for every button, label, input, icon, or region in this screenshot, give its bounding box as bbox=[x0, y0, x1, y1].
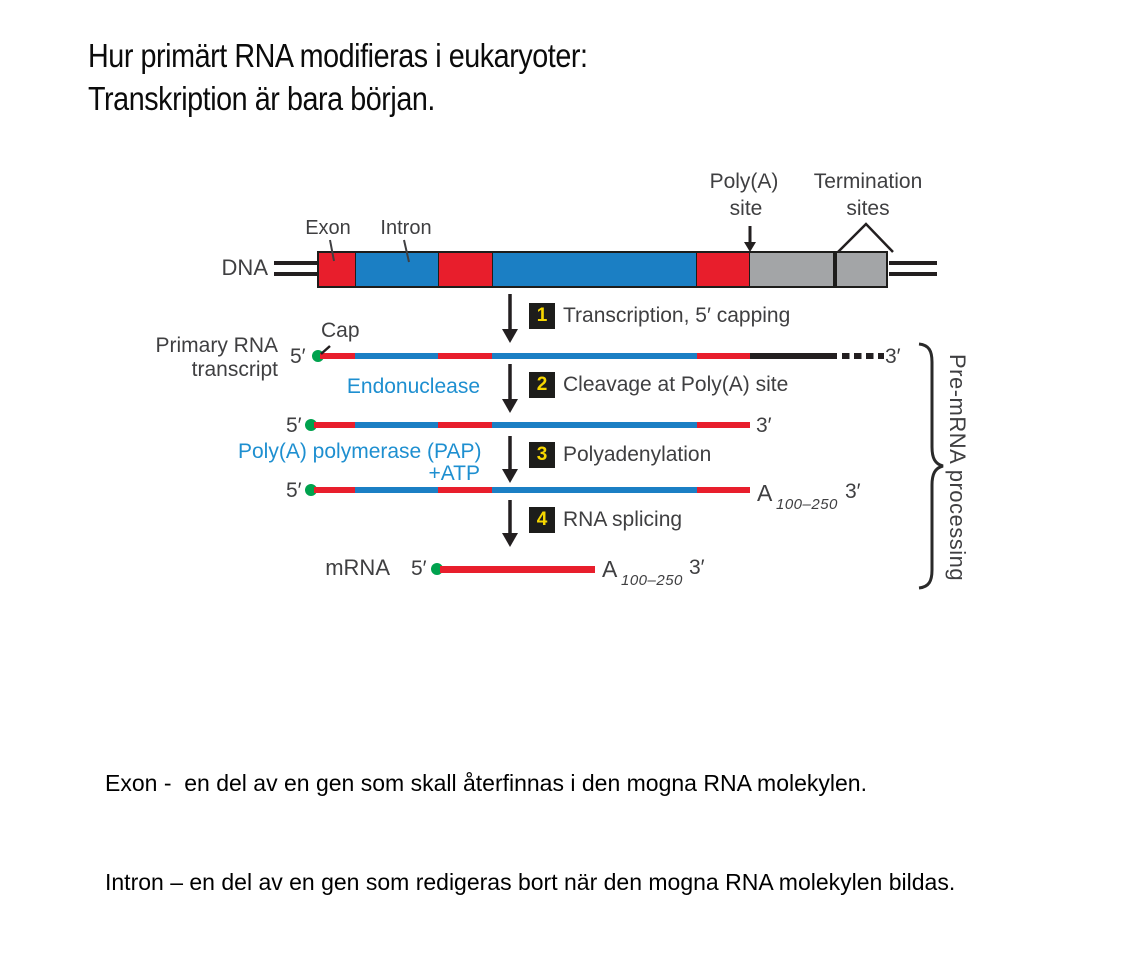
step-2-number: 2 bbox=[536, 374, 548, 395]
polyadenylated-poly-a: A bbox=[757, 480, 773, 506]
dna-wire-right-top bbox=[889, 261, 937, 265]
termination-label-line2: sites bbox=[846, 197, 890, 220]
intron-segment bbox=[493, 253, 697, 286]
termination-label-line1: Termination bbox=[813, 170, 923, 193]
slide-title-line1: Hur primärt RNA modifieras i eukaryoter: bbox=[88, 37, 588, 74]
step-2-arrow-icon bbox=[502, 364, 518, 413]
uncleaved-tail-segment bbox=[750, 353, 837, 359]
polyadenylated-poly-a-count: 100–250 bbox=[776, 496, 838, 513]
intron-label: Intron bbox=[380, 217, 432, 239]
slide-title bbox=[88, 34, 588, 120]
step-4-arrow-icon bbox=[502, 500, 518, 547]
intron-segment bbox=[355, 353, 438, 359]
exon-segment bbox=[438, 353, 492, 359]
exon-segment bbox=[314, 487, 355, 493]
polyadenylated-transcript-line bbox=[314, 487, 750, 493]
step-1-label: Transcription, 5′ capping bbox=[563, 304, 791, 327]
polyadenylated-five-prime: 5′ bbox=[286, 479, 302, 502]
primary-transcript-five-prime: 5′ bbox=[290, 345, 306, 368]
dna-bar bbox=[317, 251, 888, 288]
step-3-arrow-icon bbox=[502, 436, 518, 483]
step-4-box bbox=[529, 507, 555, 533]
footer-definitions bbox=[105, 701, 955, 965]
exon-segment bbox=[697, 253, 750, 286]
cleaved-transcript-line bbox=[314, 422, 750, 428]
dna-wire-right-bottom bbox=[889, 272, 937, 276]
cleaved-transcript-three-prime: 3′ bbox=[756, 414, 772, 437]
step-3-label: Polyadenylation bbox=[563, 443, 712, 466]
exon-segment bbox=[438, 422, 492, 428]
step-1-number: 1 bbox=[536, 305, 548, 326]
exon-segment bbox=[697, 422, 750, 428]
cap-label: Cap bbox=[321, 319, 360, 342]
polya-site-label-line2: site bbox=[729, 197, 763, 220]
primary-transcript-three-prime: 3′ bbox=[885, 345, 901, 368]
endonuclease-label: Endonuclease bbox=[346, 375, 480, 398]
mrna-line bbox=[440, 566, 595, 573]
exon-segment bbox=[440, 566, 595, 573]
slide-title-line2: Transkription är bara början. bbox=[88, 80, 435, 117]
footer-intron-definition: Intron – en del av en gen som redigeras bort när den mogna RNA molekylen bildas. bbox=[105, 869, 956, 895]
primary-transcript-label-line1: Primary RNA bbox=[155, 334, 278, 357]
step-1-box bbox=[529, 303, 555, 329]
atp-label: +ATP bbox=[428, 462, 480, 485]
step-1-arrow-icon bbox=[502, 294, 518, 343]
polya-site-label-line1: Poly(A) bbox=[709, 170, 779, 193]
step-4-label: RNA splicing bbox=[563, 508, 683, 531]
exon-segment bbox=[319, 253, 356, 286]
step-2-label: Cleavage at Poly(A) site bbox=[563, 373, 789, 396]
mrna-three-prime: 3′ bbox=[689, 556, 705, 579]
dna-wire-left-bottom bbox=[274, 272, 318, 276]
terminator-segment bbox=[837, 253, 886, 286]
termination-sites-triangle-icon bbox=[838, 224, 893, 252]
step-3-box bbox=[529, 442, 555, 468]
primary-transcript-label-line2: transcript bbox=[191, 358, 278, 381]
dna-label: DNA bbox=[221, 255, 268, 280]
exon-segment bbox=[439, 253, 493, 286]
mrna-poly-a: A bbox=[602, 556, 618, 582]
mrna-five-prime: 5′ bbox=[411, 557, 427, 580]
exon-label: Exon bbox=[305, 217, 351, 239]
footer-exon-definition: Exon - en del av en gen som skall återfinnas i den mogna RNA molekylen. bbox=[105, 770, 867, 796]
intron-segment bbox=[492, 487, 697, 493]
intron-segment bbox=[356, 253, 439, 286]
terminator-segment bbox=[750, 253, 837, 286]
mrna-poly-a-count: 100–250 bbox=[621, 572, 683, 589]
pre-mrna-processing-label: Pre-mRNA processing bbox=[945, 354, 970, 582]
mrna-label: mRNA bbox=[325, 555, 390, 580]
pap-label: Poly(A) polymerase (PAP) bbox=[238, 440, 482, 463]
dna-wire-left-top bbox=[274, 261, 318, 265]
exon-segment bbox=[438, 487, 492, 493]
intron-segment bbox=[492, 353, 697, 359]
step-3-number: 3 bbox=[536, 444, 548, 465]
exon-segment bbox=[697, 487, 750, 493]
primary-transcript-line bbox=[320, 353, 837, 359]
exon-segment bbox=[697, 353, 750, 359]
step-4-number: 4 bbox=[536, 509, 548, 530]
polyadenylated-three-prime: 3′ bbox=[845, 480, 861, 503]
intron-segment bbox=[355, 422, 438, 428]
intron-segment bbox=[355, 487, 438, 493]
pre-mrna-processing-brace-icon bbox=[919, 344, 943, 588]
polya-site-arrow-icon bbox=[744, 226, 756, 252]
step-2-box bbox=[529, 372, 555, 398]
exon-segment bbox=[320, 353, 355, 359]
intron-segment bbox=[492, 422, 697, 428]
cleaved-transcript-five-prime: 5′ bbox=[286, 414, 302, 437]
exon-segment bbox=[314, 422, 355, 428]
